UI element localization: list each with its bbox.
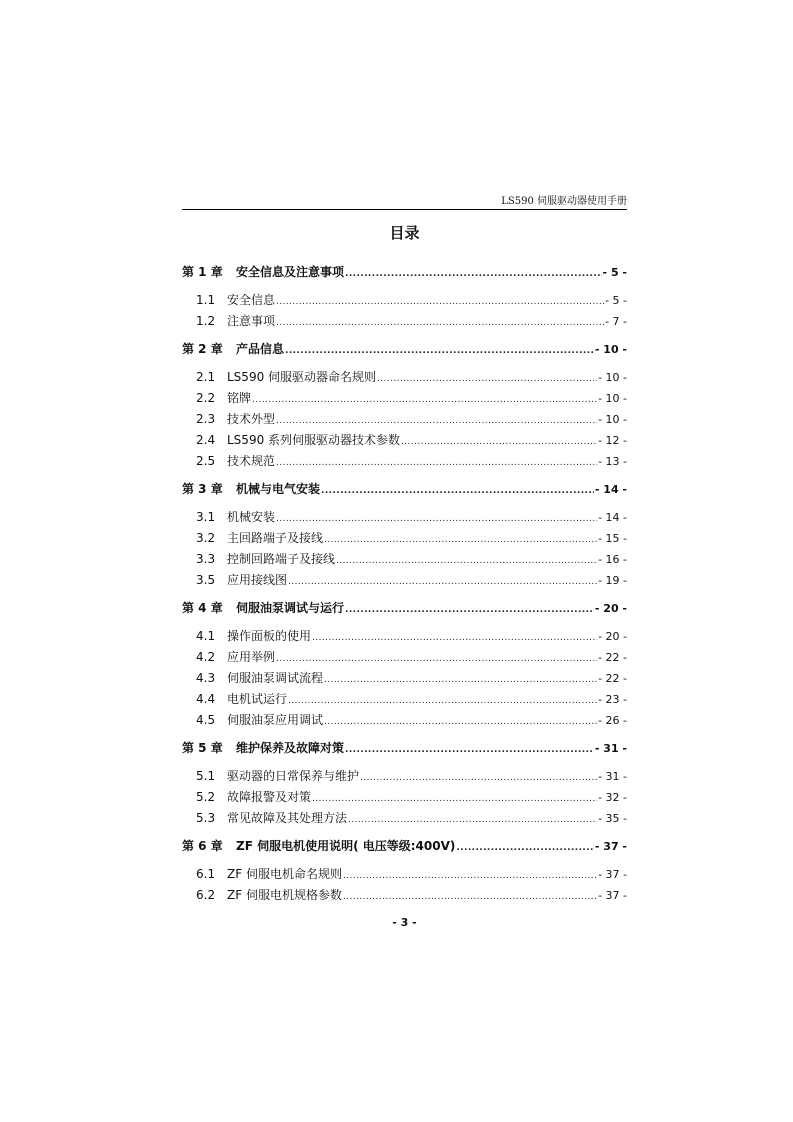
toc-chapter-entry[interactable] <box>182 478 627 500</box>
toc-section-entry[interactable] <box>182 647 627 668</box>
dot-leader <box>324 530 597 551</box>
toc-chapter-entry[interactable] <box>182 261 627 283</box>
dot-leader <box>276 453 597 474</box>
page-number: - 10 - <box>598 371 627 384</box>
toc-section-entry[interactable] <box>182 626 627 647</box>
section-title: 伺服油泵应用调试 <box>227 713 324 727</box>
section-number: 5.2 <box>196 790 216 804</box>
page-number: - 10 - <box>598 392 627 405</box>
section-number: 1.2 <box>196 314 216 328</box>
dot-leader <box>345 739 594 761</box>
section-number: 3.5 <box>196 573 216 587</box>
page-number: - 31 - <box>594 742 627 755</box>
section-title: 电机试运行 <box>227 692 288 706</box>
toc-section-entry[interactable] <box>182 787 627 808</box>
page-number: - 32 - <box>598 791 627 804</box>
toc-section-entry[interactable] <box>182 451 627 472</box>
chapter-number: 第 5 章 <box>182 741 223 755</box>
toc-section-entry[interactable] <box>182 367 627 388</box>
section-number: 2.1 <box>196 370 216 384</box>
toc-chapter-entry[interactable] <box>182 737 627 759</box>
toc-section-entry[interactable] <box>182 885 627 906</box>
dot-leader <box>343 887 597 908</box>
dot-leader <box>345 599 594 621</box>
section-number: 2.2 <box>196 391 216 405</box>
page-number: - 35 - <box>598 812 627 825</box>
dot-leader <box>324 712 597 733</box>
toc-title: 目录 <box>389 224 420 242</box>
section-title: 操作面板的使用 <box>227 629 312 643</box>
dot-leader <box>324 670 597 691</box>
chapter-number: 第 6 章 <box>182 839 223 853</box>
page-number: - 10 - <box>594 343 627 356</box>
section-number: 5.3 <box>196 811 216 825</box>
section-title: 故障报警及对策 <box>227 790 312 804</box>
section-number: 4.3 <box>196 671 216 685</box>
page-number: - 5 - <box>602 266 627 279</box>
section-title: 铭牌 <box>227 391 252 405</box>
page-number: - 16 - <box>598 553 627 566</box>
section-title: ZF 伺服电机规格参数 <box>227 888 342 902</box>
toc-section-entry[interactable] <box>182 710 627 731</box>
section-number: 4.4 <box>196 692 216 706</box>
chapter-title: 维护保养及故障对策 <box>236 741 345 755</box>
dot-leader <box>276 313 604 334</box>
dot-leader <box>312 789 597 810</box>
section-title: 安全信息 <box>227 293 276 307</box>
dot-leader <box>343 866 597 887</box>
dot-leader <box>276 411 597 432</box>
page-number: - 14 - <box>594 483 627 496</box>
section-number: 5.1 <box>196 769 216 783</box>
page-number: - 37 - <box>598 868 627 881</box>
section-number: 6.1 <box>196 867 216 881</box>
page-number: - 31 - <box>598 770 627 783</box>
toc-chapter-entry[interactable] <box>182 338 627 360</box>
page-number: - 12 - <box>598 434 627 447</box>
chapter-title: 机械与电气安装 <box>236 482 321 496</box>
dot-leader <box>288 572 597 593</box>
toc-section-entry[interactable] <box>182 388 627 409</box>
section-number: 4.2 <box>196 650 216 664</box>
dot-leader <box>348 810 597 831</box>
page-number: - 22 - <box>598 651 627 664</box>
page-number: - 26 - <box>598 714 627 727</box>
section-title: 注意事项 <box>227 314 276 328</box>
page-number: - 14 - <box>598 511 627 524</box>
page-number: - 13 - <box>598 455 627 468</box>
page-number: - 10 - <box>598 413 627 426</box>
dot-leader <box>276 292 604 313</box>
toc-section-entry[interactable] <box>182 290 627 311</box>
chapter-number: 第 4 章 <box>182 601 223 615</box>
toc-section-entry[interactable] <box>182 668 627 689</box>
toc-section-entry[interactable] <box>182 766 627 787</box>
section-number: 2.3 <box>196 412 216 426</box>
section-number: 3.2 <box>196 531 216 545</box>
page-number: - 22 - <box>598 672 627 685</box>
dot-leader <box>252 390 597 411</box>
page-number: - 37 - <box>594 840 627 853</box>
toc-section-entry[interactable] <box>182 808 627 829</box>
chapter-title: 伺服油泵调试与运行 <box>236 601 345 615</box>
chapter-title: 安全信息及注意事项 <box>236 265 345 279</box>
toc-chapter-entry[interactable] <box>182 835 627 857</box>
dot-leader <box>345 263 602 285</box>
toc-chapter <box>182 737 627 829</box>
page-number: - 20 - <box>594 602 627 615</box>
page-number: - 19 - <box>598 574 627 587</box>
section-title: 技术规范 <box>227 454 276 468</box>
page-number: - 20 - <box>598 630 627 643</box>
page-number: - 37 - <box>598 889 627 902</box>
page-number: - 7 - <box>605 315 627 328</box>
chapter-number: 第 2 章 <box>182 342 223 356</box>
section-title: 机械安装 <box>227 510 276 524</box>
toc-section-entry[interactable] <box>182 507 627 528</box>
chapter-title: ZF 伺服电机使用说明( 电压等级:400V) <box>236 839 456 853</box>
dot-leader <box>288 691 597 712</box>
dot-leader <box>321 480 594 502</box>
toc-chapter <box>182 835 627 906</box>
page-number: - 5 - <box>605 294 627 307</box>
chapter-number: 第 1 章 <box>182 265 223 279</box>
toc-section-entry[interactable] <box>182 311 627 332</box>
dot-leader <box>456 837 594 859</box>
toc-section-entry[interactable] <box>182 689 627 710</box>
section-number: 4.1 <box>196 629 216 643</box>
section-number: 6.2 <box>196 888 216 902</box>
section-number: 1.1 <box>196 293 216 307</box>
toc-chapter <box>182 338 627 472</box>
toc-section-entry[interactable] <box>182 430 627 451</box>
toc-section-entry[interactable] <box>182 549 627 570</box>
page-number: - 15 - <box>598 532 627 545</box>
section-title: LS590 系列伺服驱动器技术参数 <box>227 433 401 447</box>
section-title: 伺服油泵调试流程 <box>227 671 324 685</box>
section-title: 主回路端子及接线 <box>227 531 324 545</box>
section-title: 常见故障及其处理方法 <box>227 811 348 825</box>
chapter-title: 产品信息 <box>236 342 285 356</box>
toc-chapter-entry[interactable] <box>182 597 627 619</box>
chapter-number: 第 3 章 <box>182 482 223 496</box>
section-number: 2.4 <box>196 433 216 447</box>
section-title: 技术外型 <box>227 412 276 426</box>
dot-leader <box>360 768 597 789</box>
section-number: 2.5 <box>196 454 216 468</box>
section-title: 控制回路端子及接线 <box>227 552 336 566</box>
dot-leader <box>276 649 597 670</box>
dot-leader <box>401 432 597 453</box>
toc-chapter <box>182 597 627 731</box>
section-title: 驱动器的日常保养与维护 <box>227 769 360 783</box>
page-number: - 23 - <box>598 693 627 706</box>
page-footer-number: - 3 - <box>392 916 417 929</box>
toc-chapter <box>182 478 627 591</box>
dot-leader <box>276 509 597 530</box>
section-number: 3.3 <box>196 552 216 566</box>
dot-leader <box>336 551 597 572</box>
section-title: 应用接线图 <box>227 573 288 587</box>
section-title: ZF 伺服电机命名规则 <box>227 867 342 881</box>
section-title: LS590 伺服驱动器命名规则 <box>227 370 377 384</box>
toc-chapter <box>182 261 627 332</box>
section-number: 3.1 <box>196 510 216 524</box>
toc-section-entry[interactable] <box>182 570 627 591</box>
toc-section-entry[interactable] <box>182 864 627 885</box>
section-title: 应用举例 <box>227 650 276 664</box>
toc-section-entry[interactable] <box>182 409 627 430</box>
table-of-contents <box>182 261 627 912</box>
running-header: LS590 伺服驱动器使用手册 <box>501 196 627 207</box>
dot-leader <box>377 369 597 390</box>
dot-leader <box>312 628 597 649</box>
toc-section-entry[interactable] <box>182 528 627 549</box>
section-number: 4.5 <box>196 713 216 727</box>
header-rule <box>182 209 627 210</box>
dot-leader <box>285 340 594 362</box>
